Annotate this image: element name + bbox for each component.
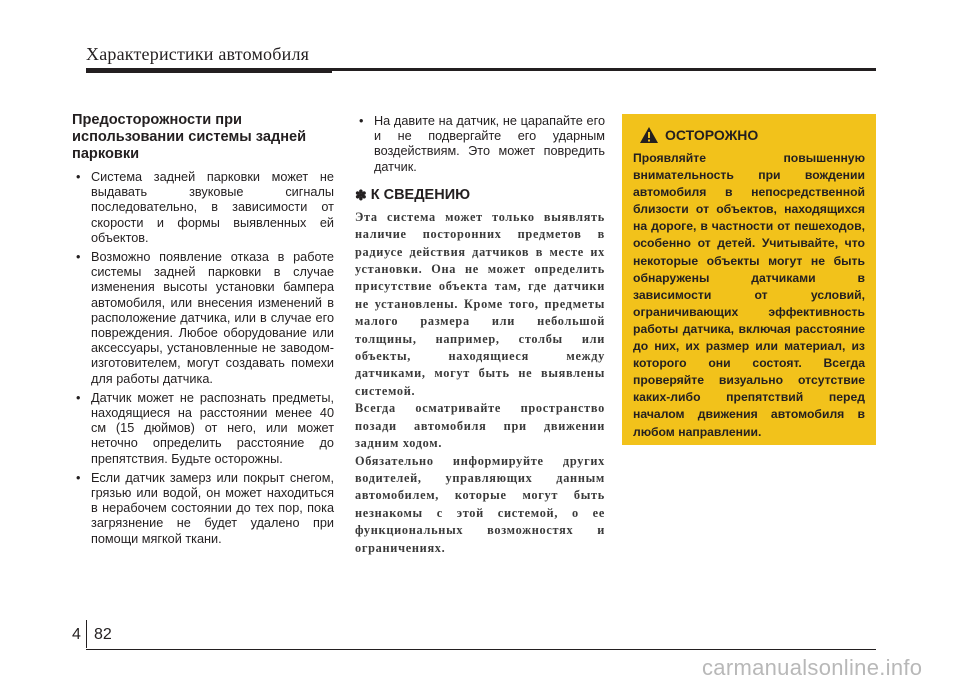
list-item: • Если датчик замерз или покрыт снегом, грязью или водой, он может находиться в нерабочем состоянии до тех пор, пока загрязнение не будет удалено при помощи мягкой ткани. bbox=[76, 470, 334, 546]
footer-rule bbox=[86, 649, 876, 650]
watermark: carmanualsonline.info bbox=[702, 655, 923, 680]
info-title: К СВЕДЕНИЮ bbox=[370, 187, 471, 204]
warning-box bbox=[622, 114, 876, 445]
info-star-icon: ✽ bbox=[355, 186, 367, 203]
bullet-icon: • bbox=[76, 170, 81, 184]
warning-triangle-icon bbox=[639, 126, 659, 144]
list-item: • Система задней парковки может не выдавать звуковые сигналы последовательно, в зависимости от скорости и формы выявленных ей объектов. bbox=[76, 170, 334, 245]
page-header-title: Характеристики автомобиля bbox=[86, 44, 310, 64]
middle-column bbox=[355, 114, 605, 557]
info-paragraph: Обязательно информируйте других водителей, управляющих данным автомобилем, которые могут быть незнакомы с этой системой, о ее функциональных возможностях и ограничениях. bbox=[355, 453, 605, 555]
info-heading bbox=[355, 187, 605, 204]
section-title: Предосторожности при использовании системы задней парковки bbox=[72, 112, 307, 162]
info-paragraph: Эта система может только выявлять наличие посторонних предметов в радиусе действия датчиков в месте их установки. Она не может определить присутствие объекта там, где датчики не установлены. Кроме того, предметы малого размера или небольшой толщины, например, столбы или объекты, находящиеся между датчиками, могут быть не выявлены системой. bbox=[355, 209, 605, 398]
warning-heading bbox=[633, 126, 865, 144]
list-item: • На давите на датчик, не царапайте его и не подвергайте его ударным воздействиям. Это может повредить датчик. bbox=[359, 114, 605, 174]
chapter-number: 4 bbox=[72, 626, 81, 643]
warning-title: ОСТОРОЖНО bbox=[665, 127, 759, 143]
list-item: • Датчик может не распознать предметы, находящиеся на расстоянии менее 40 см (15 дюймов) от него, или может неточно определить расстояние до препятствия. Будьте осторожны. bbox=[76, 390, 334, 466]
bullet-icon: • bbox=[76, 470, 81, 485]
list-item: • Возможно появление отказа в работе системы задней парковки в случае изменения высоты установки бампера автомобиля, или внесения изменений в расположение датчика, или в случае его повреждения. Любое оборудование или аксессуары, установленные не заводом-изготовителем, могут создавать помехи для работы датчика. bbox=[76, 250, 334, 386]
sensor-care-list bbox=[355, 114, 605, 175]
bullet-icon: • bbox=[359, 114, 364, 128]
page-number: 82 bbox=[94, 626, 112, 643]
footer-divider bbox=[86, 620, 87, 648]
bullet-icon: • bbox=[76, 390, 81, 405]
bullet-icon: • bbox=[76, 250, 81, 265]
header-band bbox=[86, 68, 332, 73]
precaution-list bbox=[72, 170, 334, 547]
left-column bbox=[72, 112, 334, 551]
warning-text: Проявляйте повышенную внимательность при вождении автомобиля в непосредственной близости от объектов, находящихся на дороге, в частности от пешеходов, особенно от детей. Учитывайте, что некоторые объекты могут не быть обнаружены датчиками в зависимости от условий, ограничивающих эффективность работы датчика, включая расстояние до них, их размер или материал, из которого они состоят. Всегда проверяйте визуально отсутствие каких-либо препятствий перед началом движения автомобиля в любом направлении. bbox=[633, 151, 865, 439]
info-paragraph: Всегда осматривайте пространство позади автомобиля при движении задним ходом. bbox=[355, 401, 605, 451]
